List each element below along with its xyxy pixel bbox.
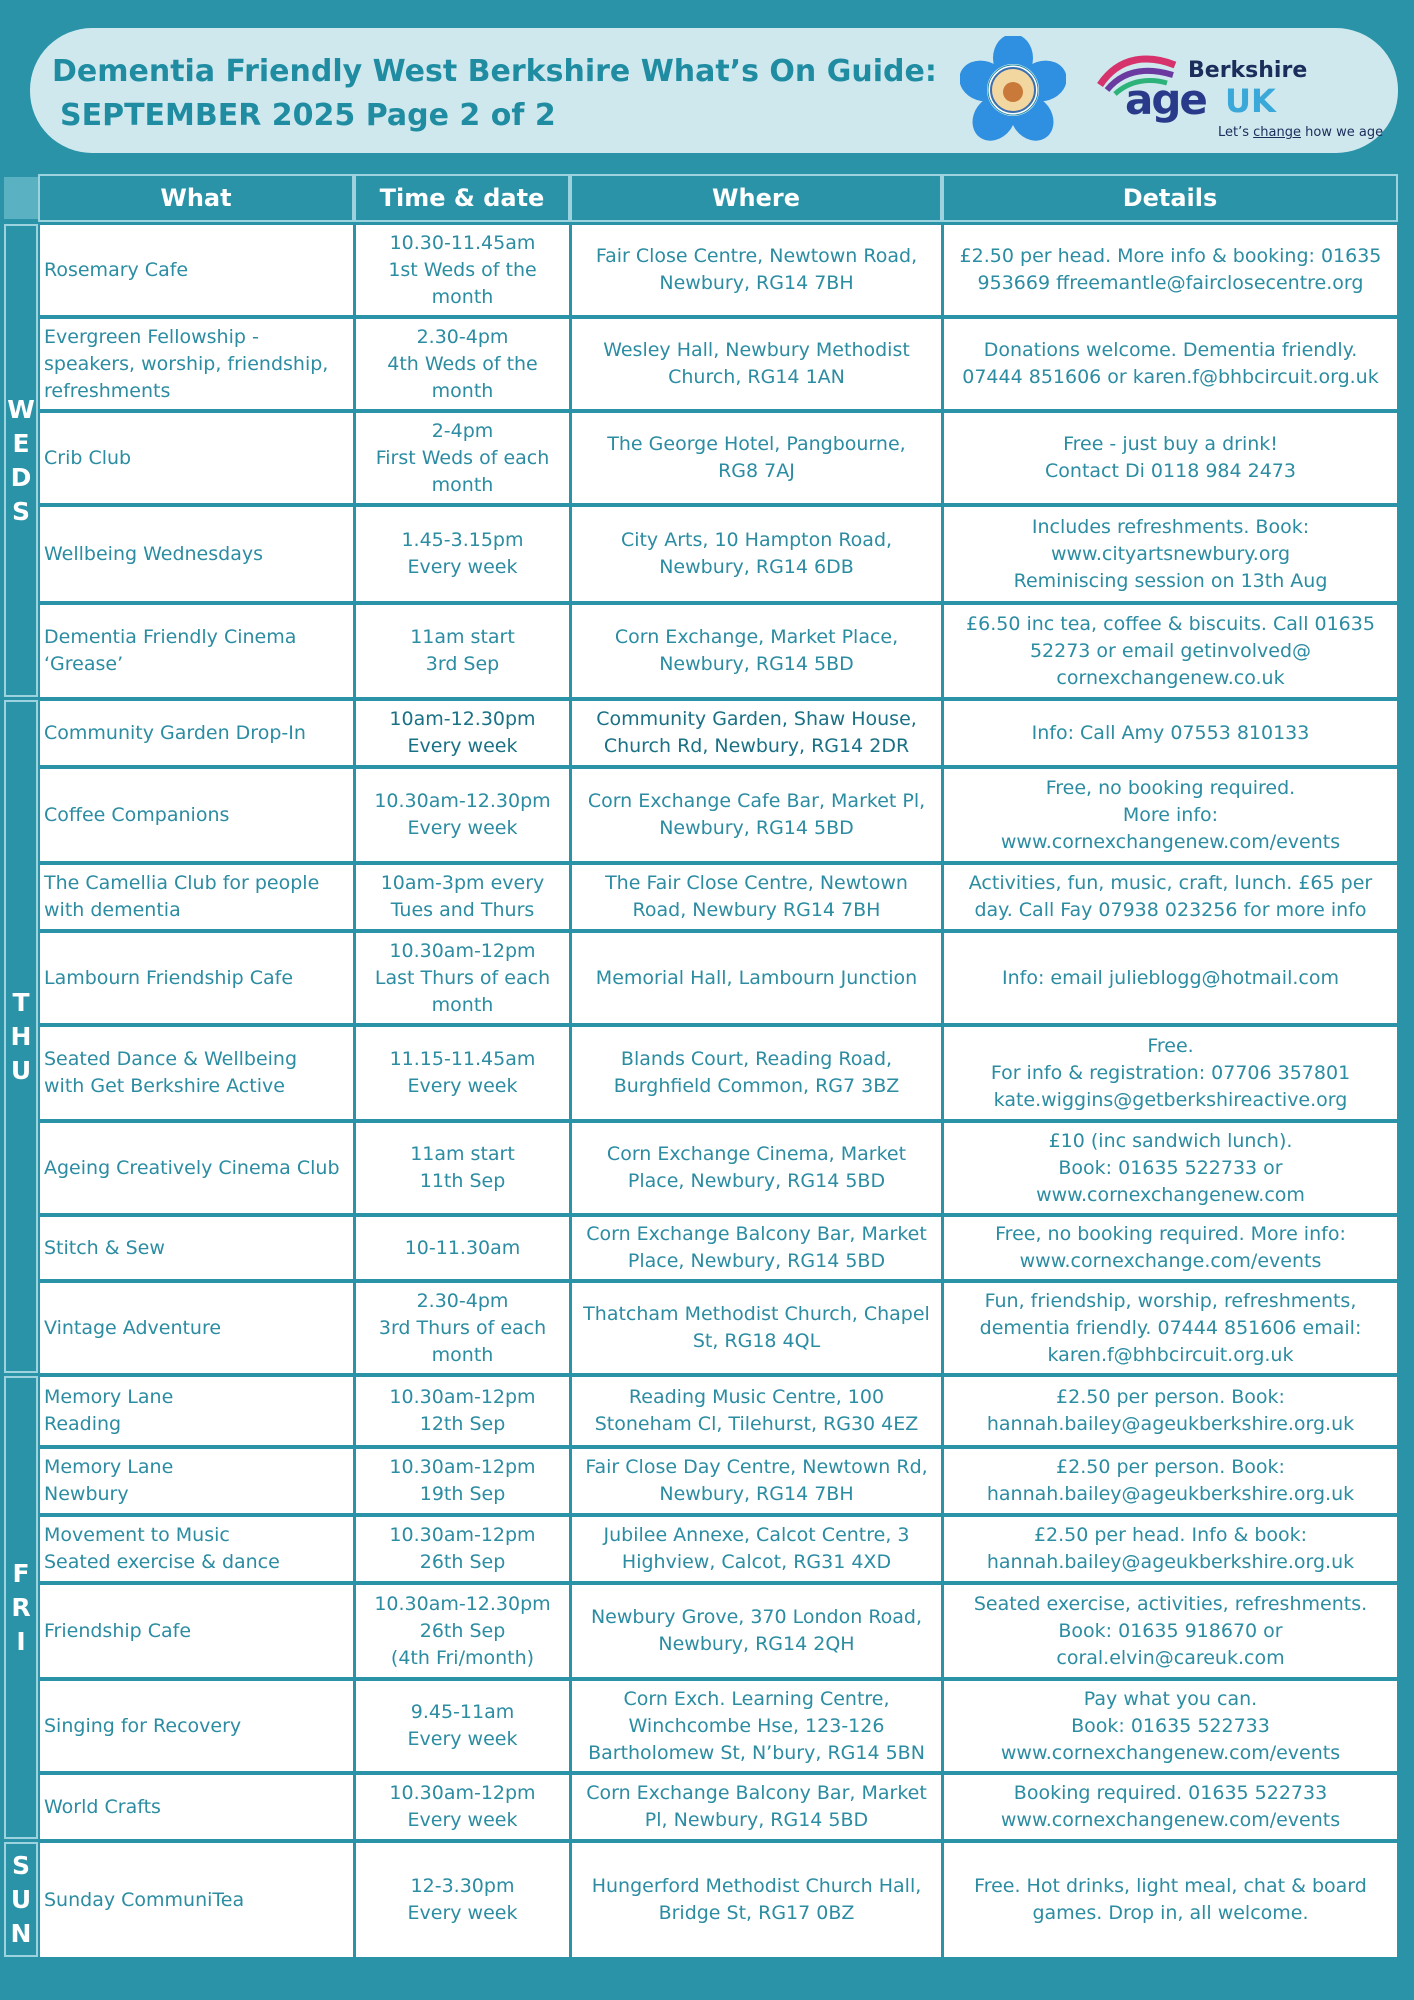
day-label-fri: F R I — [4, 1376, 38, 1839]
where-cell: Community Garden, Shaw House, Church Rd, Newbury, RG14 2DR — [572, 701, 941, 765]
column-header: Details — [942, 174, 1398, 222]
details-cell: £2.50 per person. Book: hannah.bailey@ageukberkshire.org.uk — [944, 1377, 1397, 1445]
what-cell: Ageing Creatively Cinema Club — [40, 1123, 353, 1213]
what-cell: Memory Lane Newbury — [40, 1449, 353, 1513]
what-cell: Wellbeing Wednesdays — [40, 507, 353, 601]
where-cell: City Arts, 10 Hampton Road, Newbury, RG14 6DB — [572, 507, 941, 601]
title-line-2: SEPTEMBER 2025 Page 2 of 2 — [60, 98, 556, 133]
what-cell: Seated Dance & Wellbeing with Get Berkshire Active — [40, 1027, 353, 1119]
what-cell: Coffee Companions — [40, 769, 353, 861]
where-cell: Thatcham Methodist Church, Chapel St, RG18 4QL — [572, 1283, 941, 1373]
what-cell: Memory Lane Reading — [40, 1377, 353, 1445]
ageuk-region-label: Berkshire — [1188, 58, 1308, 83]
time-date-cell: 10.30-11.45am 1st Weds of the month — [356, 225, 569, 315]
where-cell: Fair Close Day Centre, Newtown Rd, Newbury, RG14 7BH — [572, 1449, 941, 1513]
where-cell: Corn Exchange, Market Place, Newbury, RG14 5BD — [572, 605, 941, 697]
time-date-cell: 10.30am-12pm Last Thurs of each month — [356, 933, 569, 1023]
where-cell: Corn Exchange Cafe Bar, Market Pl, Newbury, RG14 5BD — [572, 769, 941, 861]
details-cell: Free. For info & registration: 07706 357801 kate.wiggins@getberkshireactive.org — [944, 1027, 1397, 1119]
details-cell: Free - just buy a drink! Contact Di 0118 984 2473 — [944, 413, 1397, 503]
details-cell: Fun, friendship, worship, refreshments, dementia friendly. 07444 851606 email: karen.f@bhbcircuit.org.uk — [944, 1283, 1397, 1373]
time-date-cell: 10.30am-12.30pm Every week — [356, 769, 569, 861]
details-cell: £2.50 per head. Info & book: hannah.bailey@ageukberkshire.org.uk — [944, 1517, 1397, 1581]
where-cell: Reading Music Centre, 100 Stoneham Cl, Tilehurst, RG30 4EZ — [572, 1377, 941, 1445]
what-cell: World Crafts — [40, 1775, 353, 1839]
details-cell: £10 (inc sandwich lunch). Book: 01635 522733 or www.cornexchangenew.com — [944, 1123, 1397, 1213]
time-date-cell: 10.30am-12pm 26th Sep — [356, 1517, 569, 1581]
what-cell: Movement to Music Seated exercise & dance — [40, 1517, 353, 1581]
details-cell: Activities, fun, music, craft, lunch. £65 per day. Call Fay 07938 023256 for more info — [944, 865, 1397, 929]
what-cell: Community Garden Drop-In — [40, 701, 353, 765]
what-cell: Rosemary Cafe — [40, 225, 353, 315]
what-cell: Dementia Friendly Cinema ‘Grease’ — [40, 605, 353, 697]
details-cell: £6.50 inc tea, coffee & biscuits. Call 01635 52273 or email getinvolved@ cornexchangenew.co.uk — [944, 605, 1397, 697]
details-cell: Free, no booking required. More info: www.cornexchange.com/events — [944, 1217, 1397, 1279]
time-date-cell: 10.30am-12pm 12th Sep — [356, 1377, 569, 1445]
where-cell: Corn Exchange Cinema, Market Place, Newbury, RG14 5BD — [572, 1123, 941, 1213]
details-cell: Info: email julieblogg@hotmail.com — [944, 933, 1397, 1023]
details-cell: £2.50 per head. More info & booking: 01635 953669 ffreemantle@fairclosecentre.org — [944, 225, 1397, 315]
where-cell: Wesley Hall, Newbury Methodist Church, RG14 1AN — [572, 319, 941, 409]
where-cell: Corn Exchange Balcony Bar, Market Place, Newbury, RG14 5BD — [572, 1217, 941, 1279]
time-date-cell: 12-3.30pm Every week — [356, 1843, 569, 1957]
what-cell: Lambourn Friendship Cafe — [40, 933, 353, 1023]
column-header: Time & date — [354, 174, 570, 222]
what-cell: Singing for Recovery — [40, 1681, 353, 1771]
where-cell: The George Hotel, Pangbourne, RG8 7AJ — [572, 413, 941, 503]
what-cell: Friendship Cafe — [40, 1585, 353, 1677]
time-date-cell: 11.15-11.45am Every week — [356, 1027, 569, 1119]
ageuk-uk-text: UK — [1225, 82, 1276, 120]
where-cell: Hungerford Methodist Church Hall, Bridge St, RG17 0BZ — [572, 1843, 941, 1957]
details-cell: Donations welcome. Dementia friendly. 07444 851606 or karen.f@bhbcircuit.org.uk — [944, 319, 1397, 409]
details-cell: Includes refreshments. Book: www.cityartsnewbury.org Reminiscing session on 13th Aug — [944, 507, 1397, 601]
ageuk-age-text: age — [1125, 75, 1206, 124]
time-date-cell: 11am start 11th Sep — [356, 1123, 569, 1213]
where-cell: Memorial Hall, Lambourn Junction — [572, 933, 941, 1023]
where-cell: Jubilee Annexe, Calcot Centre, 3 Highview, Calcot, RG31 4XD — [572, 1517, 941, 1581]
time-date-cell: 9.45-11am Every week — [356, 1681, 569, 1771]
day-label-weds: W E D S — [4, 224, 38, 697]
what-cell: Crib Club — [40, 413, 353, 503]
time-date-cell: 10-11.30am — [356, 1217, 569, 1279]
column-header: Where — [570, 174, 942, 222]
where-cell: Corn Exchange Balcony Bar, Market Pl, Newbury, RG14 5BD — [572, 1775, 941, 1839]
time-date-cell: 10am-12.30pm Every week — [356, 701, 569, 765]
where-cell: Blands Court, Reading Road, Burghfield Common, RG7 3BZ — [572, 1027, 941, 1119]
time-date-cell: 10.30am-12pm Every week — [356, 1775, 569, 1839]
day-label-sun: S U N — [4, 1842, 38, 1957]
what-cell: Evergreen Fellowship - speakers, worship, friendship, refreshments — [40, 319, 353, 409]
title-line-1: Dementia Friendly West Berkshire What’s On Guide: — [52, 54, 937, 89]
time-date-cell: 10am-3pm every Tues and Thurs — [356, 865, 569, 929]
where-cell: Fair Close Centre, Newtown Road, Newbury, RG14 7BH — [572, 225, 941, 315]
details-cell: Free, no booking required. More info: www.cornexchangenew.com/events — [944, 769, 1397, 861]
time-date-cell: 10.30am-12pm 19th Sep — [356, 1449, 569, 1513]
where-cell: The Fair Close Centre, Newtown Road, Newbury RG14 7BH — [572, 865, 941, 929]
details-cell: £2.50 per person. Book: hannah.bailey@ageukberkshire.org.uk — [944, 1449, 1397, 1513]
what-cell: Stitch & Sew — [40, 1217, 353, 1279]
time-date-cell: 2.30-4pm 4th Weds of the month — [356, 319, 569, 409]
what-cell: Vintage Adventure — [40, 1283, 353, 1373]
where-cell: Corn Exch. Learning Centre, Winchcombe Hse, 123-126 Bartholomew St, N’bury, RG14 5BN — [572, 1681, 941, 1771]
day-label-thu: T H U — [4, 700, 38, 1373]
where-cell: Newbury Grove, 370 London Road, Newbury, RG14 2QH — [572, 1585, 941, 1677]
time-date-cell: 2.30-4pm 3rd Thurs of each month — [356, 1283, 569, 1373]
time-date-cell: 2-4pm First Weds of each month — [356, 413, 569, 503]
time-date-cell: 11am start 3rd Sep — [356, 605, 569, 697]
time-date-cell: 1.45-3.15pm Every week — [356, 507, 569, 601]
details-cell: Booking required. 01635 522733 www.cornexchangenew.com/events — [944, 1775, 1397, 1839]
what-cell: Sunday CommuniTea — [40, 1843, 353, 1957]
details-cell: Pay what you can. Book: 01635 522733 www.cornexchangenew.com/events — [944, 1681, 1397, 1771]
column-header: What — [38, 174, 354, 222]
details-cell: Free. Hot drinks, light meal, chat & board games. Drop in, all welcome. — [944, 1843, 1397, 1957]
time-date-cell: 10.30am-12.30pm 26th Sep (4th Fri/month) — [356, 1585, 569, 1677]
what-cell: The Camellia Club for people with dementia — [40, 865, 353, 929]
details-cell: Seated exercise, activities, refreshments. Book: 01635 918670 or coral.elvin@careuk.com — [944, 1585, 1397, 1677]
details-cell: Info: Call Amy 07553 810133 — [944, 701, 1397, 765]
ageuk-tagline: Let’s change how we age — [1218, 125, 1384, 140]
table-corner — [4, 177, 38, 219]
